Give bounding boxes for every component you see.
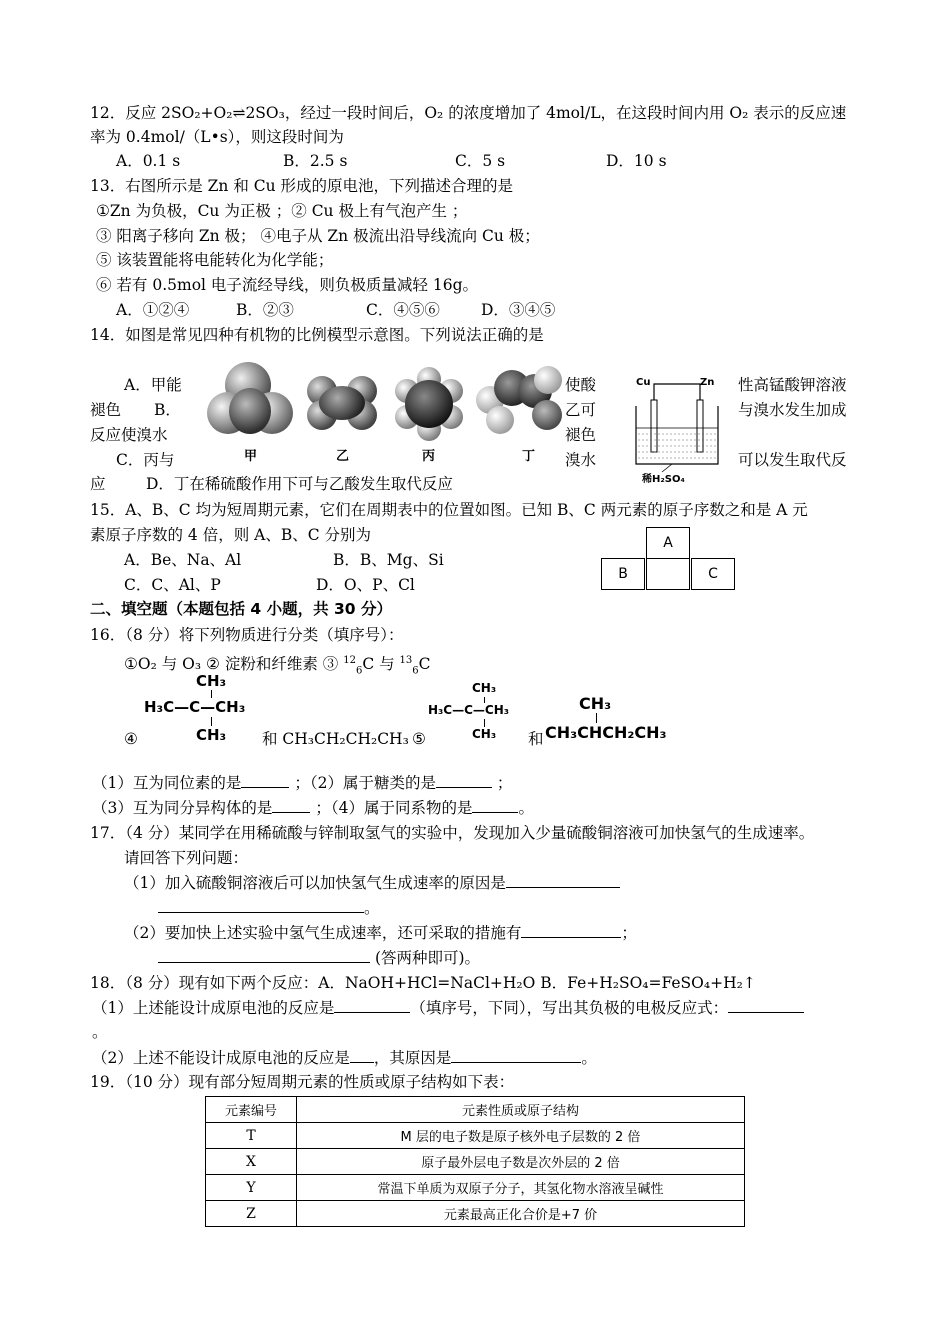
q13-option-c: C．④⑤⑥ (366, 301, 440, 319)
q18-blank-4[interactable] (451, 1048, 581, 1063)
struct5-ch3-top: CH₃ (472, 681, 497, 695)
struct6-bond (596, 713, 597, 723)
q14-right-1: 性高锰酸钾溶液 (738, 376, 847, 394)
q17-blank-2a[interactable] (521, 923, 621, 938)
table-header-row (206, 1097, 745, 1123)
q14-mid-4: 溴水 (565, 451, 597, 469)
iso2-mass: 13 (399, 655, 413, 666)
q16-sub3-label: （3）互为同分异构体的是 (92, 799, 273, 817)
q12-option-b: B．2.5 s (283, 152, 348, 170)
q16-blank-2[interactable] (436, 773, 492, 788)
q19-stem: 19．（10 分）现有部分短周期元素的性质或原子结构如下表： (90, 1073, 515, 1091)
q16-sub4-end: 。 (518, 799, 534, 817)
q16-sub3-end: ； (315, 799, 331, 817)
q15-option-c: C．C、Al、P (124, 576, 221, 594)
q16-num-4: ④ (124, 730, 138, 748)
q16-sub-3-4 (92, 798, 534, 818)
q12-option-c: C．5 s (455, 152, 506, 170)
q14-option-d: D．丁在稀硫酸作用下可与乙酸发生取代反应 (146, 475, 453, 493)
table-cell-symbol: Z (206, 1201, 297, 1227)
q14-right-2: 与溴水发生加成 (738, 401, 847, 419)
q18-p2-label: （2）上述不能设计成原电池的反应是 (92, 1049, 350, 1067)
q17-part-1 (124, 873, 620, 893)
q13-option-a: A．①②④ (116, 301, 190, 319)
struct4-ch3-top: CH₃ (196, 672, 227, 690)
cell-label-acid: 稀H₂SO₄ (642, 474, 685, 485)
table-cell-symbol: X (206, 1149, 297, 1175)
periodic-cell-empty (646, 558, 690, 590)
struct5-bond-up (484, 697, 485, 703)
q14-text-l2b: B． (154, 401, 181, 419)
iso1-mass: 12 (343, 655, 356, 666)
table-cell-property: 原子最外层电子数是次外层的 2 倍 (297, 1149, 745, 1175)
q16-and-5: 和 (528, 730, 544, 748)
q13-statement-2: ③ 阳离子移向 Zn 极； ④电子从 Zn 极流出沿导线流向 Cu 极； (96, 227, 540, 245)
q16-sub-1-2 (92, 773, 512, 793)
periodic-cell-b: B (601, 558, 645, 590)
mol-label-yi: 乙 (336, 449, 350, 464)
section-2-title: 二、填空题（本题包括 4 小题，共 30 分） (90, 600, 392, 618)
q17-part-2 (124, 923, 637, 943)
iso1-z: 6 (355, 665, 363, 677)
iso2-z: 6 (412, 665, 419, 677)
table-cell-property: 元素最高正化合价是+7 价 (297, 1201, 745, 1227)
q17-blank-1b[interactable] (158, 898, 364, 913)
q18-p1-label: （1）上述能设计成原电池的反应是 (92, 999, 335, 1017)
q14-text-l4: C．丙与 (116, 451, 175, 469)
ethanol-model (476, 366, 566, 438)
table-cell-property: 常温下单质为双原子分子，其氢化物水溶液呈碱性 (297, 1175, 745, 1201)
q13-option-d: D．③④⑤ (481, 301, 556, 319)
periodic-cell-c: C (691, 558, 735, 590)
q16-and-4: 和 CH₃CH₂CH₂CH₃ (262, 730, 409, 748)
q15-option-b: B．B、Mg、Si (333, 551, 444, 569)
struct5-ch3-bottom: CH₃ (472, 727, 497, 741)
q14-text-l1: A．甲能 (124, 376, 182, 394)
struct6-ch3-top: CH₃ (579, 694, 612, 713)
q12-line1: 12．反应 2SO₂+O₂⇌2SO₃，经过一段时间后，O₂ 的浓度增加了 4mol/L，在这段时间内用 O₂ 表示的反应速 (90, 104, 847, 122)
q18-stem: 18．（8 分）现有如下两个反应：A．NaOH+HCl=NaCl+H₂O B．Fe+H₂SO₄=FeSO₄+H₂↑ (90, 974, 756, 992)
cell-label-zn: Zn (700, 377, 715, 388)
table-row (206, 1123, 745, 1149)
q16-sub2-end: ； (496, 774, 513, 792)
q17-p2b-end: (答两种即可)。 (374, 949, 481, 967)
q16-item-2: ② 淀粉和纤维素 (206, 655, 323, 674)
q14-text-l3: 反应使溴水 (90, 426, 168, 444)
q16-num-5: ⑤ (412, 730, 426, 748)
q14-mid-1: 使酸 (565, 376, 597, 394)
element-table (205, 1096, 745, 1227)
q16-blank-1[interactable] (241, 773, 289, 788)
table-row (206, 1175, 745, 1201)
q16-sub2-label: （2）属于糖类的是 (309, 774, 436, 792)
q18-blank-3[interactable] (350, 1048, 374, 1063)
q16-item-3-label: ③ (322, 655, 344, 674)
mol-label-ding: 丁 (522, 449, 536, 464)
q12-option-a: A．0.1 s (116, 152, 181, 170)
q16-sub1-label: （1）互为同位素的是 (92, 774, 242, 792)
iso1-symbol: C 与 (362, 655, 400, 674)
q13-statement-1: ①Zn 为负极，Cu 为正极 ；② Cu 极上有气泡产生 ； (96, 202, 468, 220)
struct5-bond-down (484, 719, 485, 727)
q15-line2: 素原子序数的 4 倍，则 A、B、C 分别为 (90, 526, 372, 544)
table-header: 元素编号 (206, 1097, 297, 1123)
q13-statement-4: ⑥ 若有 0.5mol 电子流经导线，则负极质量减轻 16g。 (96, 276, 478, 294)
table-cell-symbol: Y (206, 1175, 297, 1201)
q16-item-1: ①O₂ 与 O₃ (124, 655, 207, 674)
mol-label-bing: 丙 (422, 449, 436, 464)
q17-p1-label: （1）加入硫酸铜溶液后可以加快氢气生成速率的原因是 (124, 874, 506, 892)
q17-intro: 请回答下列问题： (124, 849, 249, 867)
q16-stem: 16．（8 分）将下列物质进行分类（填序号）： (90, 626, 404, 644)
q18-p2-end: 。 (581, 1049, 597, 1067)
q16-blank-3[interactable] (272, 798, 310, 813)
q17-p2-label: （2）要加快上述实验中氢气生成速率，还可采取的措施有 (124, 924, 522, 942)
struct4-main: H₃C—C—CH₃ (144, 698, 246, 716)
q17-p1-end: 。 (364, 899, 380, 917)
table-row (206, 1149, 745, 1175)
q17-part-2-cont (158, 948, 480, 968)
q14-right-4: 可以发生取代反 (738, 451, 847, 469)
q14-text-l5a: 应 (90, 475, 106, 493)
struct5-main: H₃C—C—CH₃ (428, 703, 510, 717)
methane-model (205, 362, 297, 444)
q18-blank-2[interactable] (728, 998, 804, 1013)
periodic-cell-a: A (646, 527, 690, 559)
q17-p2-end: ； (621, 924, 637, 942)
struct4-bond-down (211, 717, 212, 726)
q18-p1-mid: （填序号，下同），写出其负极的电极反应式： (410, 999, 729, 1017)
q15-option-d: D．O、P、Cl (316, 576, 415, 594)
q12-line2: 率为 0.4mol/（L•s），则这段时间为 (90, 128, 344, 146)
q18-p2-mid: ，其原因是 (373, 1049, 452, 1067)
q16-items (124, 651, 431, 681)
q18-p1-end: 。 (92, 1023, 108, 1041)
struct6-main: CH₃CHCH₂CH₃ (545, 723, 667, 742)
struct4-bond-up (211, 690, 212, 698)
q13-statement-3: ⑤ 该装置能将电能转化为化学能； (96, 251, 334, 269)
q18-part-2 (92, 1048, 597, 1068)
galvanic-cell-diagram (628, 372, 728, 484)
q15-line1: 15．A、B、C 均为短周期元素，它们在周期表中的位置如图。已知 B、C 两元素的原子序数之和是 A 元 (90, 501, 808, 519)
benzene-model (392, 367, 466, 441)
q13-stem: 13．右图所示是 Zn 和 Cu 形成的原电池，下列描述合理的是 (90, 177, 514, 195)
q17-part-1-cont (158, 898, 380, 918)
q15-option-a: A．Be、Na、Al (124, 551, 242, 569)
q16-sub1-end: ； (294, 774, 310, 792)
struct4-ch3-bottom: CH₃ (196, 726, 227, 744)
q18-blank-1[interactable] (334, 998, 410, 1013)
q16-blank-4[interactable] (472, 798, 518, 813)
q12-option-d: D．10 s (606, 152, 667, 170)
ethylene-model (307, 376, 377, 430)
q13-option-b: B．②③ (236, 301, 294, 319)
table-cell-property: M 层的电子数是原子核外电子层数的 2 倍 (297, 1123, 745, 1149)
table-cell-symbol: T (206, 1123, 297, 1149)
cell-label-cu: Cu (636, 377, 651, 388)
q18-part-1 (92, 998, 804, 1018)
q14-stem: 14．如图是常见四种有机物的比例模型示意图。下列说法正确的是 (90, 326, 544, 344)
mol-label-jia: 甲 (244, 449, 258, 464)
q14-mid-2: 乙可 (565, 401, 597, 419)
q14-text-l2a: 褪色 (90, 401, 122, 419)
q16-sub4-label: （4）属于同系物的是 (330, 799, 473, 817)
iso2-symbol: C (418, 655, 431, 674)
table-header: 元素性质或原子结构 (297, 1097, 745, 1123)
q17-blank-1a[interactable] (506, 873, 620, 888)
q17-stem: 17．（4 分）某同学在用稀硫酸与锌制取氢气的实验中，发现加入少量硫酸铜溶液可加快氢气的生成速率。 (90, 824, 815, 842)
q14-mid-3: 褪色 (565, 426, 597, 444)
q17-blank-2b[interactable] (158, 948, 370, 963)
table-row (206, 1201, 745, 1227)
